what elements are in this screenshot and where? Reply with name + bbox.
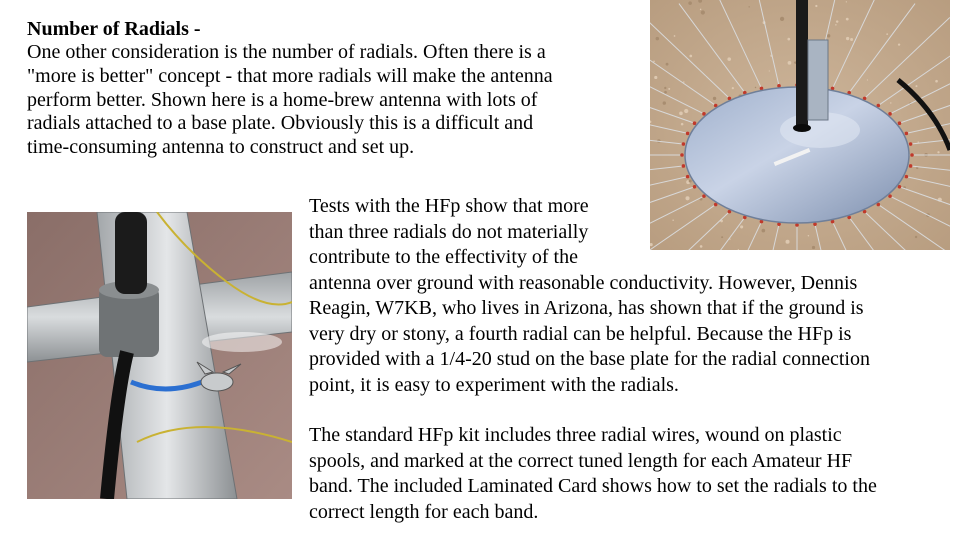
text-line: correct length for each band.: [309, 500, 539, 523]
pebble: [915, 85, 917, 87]
kit-paragraph: [309, 423, 877, 525]
text-line: "more is better" concept - that more radials will make the antenna: [27, 64, 553, 87]
radial-terminal: [682, 142, 686, 146]
pebble: [755, 87, 756, 88]
pebble: [689, 55, 692, 58]
radial-terminal: [909, 142, 913, 146]
text-line: very dry or stony, a fourth radial can be helpful. Because the HFp is: [309, 322, 852, 345]
pebble: [679, 112, 683, 116]
pebble: [898, 43, 900, 45]
pebble: [915, 236, 917, 238]
text-line: Reagin, W7KB, who lives in Arizona, has shown that if the ground is: [309, 297, 864, 319]
pebble: [850, 38, 853, 41]
text-line: contribute to the effectivity of the: [309, 246, 578, 268]
pebble: [701, 10, 705, 14]
pebble: [846, 18, 849, 21]
text-line: point, it is easy to experiment with the radials.: [309, 373, 679, 396]
radial-terminal: [909, 164, 913, 168]
radial-terminal: [682, 164, 686, 168]
pebble: [780, 17, 784, 21]
pebble: [668, 88, 670, 90]
pebble: [656, 37, 659, 40]
antenna-mast: [796, 0, 808, 128]
pebble: [918, 141, 919, 142]
radial-terminal: [905, 175, 909, 179]
pebble: [700, 9, 701, 10]
pebble: [827, 34, 830, 37]
pebble: [689, 179, 692, 182]
text-line: than three radials do not materially: [309, 220, 589, 243]
radial-terminal: [910, 153, 914, 157]
pebble: [732, 87, 734, 89]
pebble: [835, 24, 836, 25]
pebble: [748, 6, 749, 7]
coax-cable: [115, 212, 147, 294]
pebble: [688, 1, 692, 5]
text-line: time-consuming antenna to construct and set up.: [27, 136, 415, 159]
radial-terminal: [905, 132, 909, 136]
radial-terminal: [693, 185, 697, 189]
text-line: radials attached to a base plate. Obviously this is a difficult and: [27, 112, 534, 135]
pebble: [935, 80, 938, 83]
pebble: [666, 63, 669, 66]
intro-paragraph: [27, 41, 637, 160]
radial-terminal: [693, 121, 697, 125]
pebble: [886, 33, 888, 35]
pebble: [788, 61, 792, 65]
text-line: band. The included Laminated Card shows how to set the radials to the: [309, 475, 877, 497]
radial-terminal: [680, 153, 684, 157]
text-line: antenna over ground with reasonable conductivity. However, Dennis: [309, 271, 858, 294]
pebble: [664, 91, 667, 94]
text-line: One other consideration is the number of radials. Often there is a: [27, 41, 546, 63]
pebble: [727, 57, 731, 61]
pebble: [815, 5, 817, 7]
text-line: provided with a 1/4-20 stud on the base plate for the radial connection: [309, 348, 870, 370]
pebble: [836, 20, 838, 22]
pebble: [654, 76, 657, 79]
pebble: [937, 151, 939, 153]
pebble: [713, 97, 716, 100]
pebble: [787, 38, 790, 41]
section-heading: Number of Radials -: [27, 18, 201, 40]
text-line: perform better. Shown here is a home-brew antenna with lots of: [27, 88, 538, 111]
tests-paragraph: [309, 194, 870, 398]
pebble: [681, 123, 684, 126]
radial-connection-photo: [27, 212, 292, 499]
pebble: [664, 87, 666, 89]
pebble: [674, 35, 676, 37]
radial-terminal: [898, 121, 902, 125]
pebble: [663, 101, 666, 104]
pebble: [846, 37, 849, 40]
pebble: [653, 61, 655, 63]
radial-terminal: [898, 185, 902, 189]
pebble: [769, 70, 770, 71]
text-line: spools, and marked at the correct tuned length for each Amateur HF: [309, 449, 853, 472]
text-line: Tests with the HFp show that more: [309, 195, 589, 217]
pebble: [890, 102, 891, 103]
pebble: [846, 1, 847, 2]
pebble: [684, 109, 688, 113]
text-line: The standard HFp kit includes three radial wires, wound on plastic: [309, 424, 842, 446]
radial-terminal: [686, 175, 690, 179]
pebble: [867, 79, 868, 80]
radial-terminal: [686, 132, 690, 136]
